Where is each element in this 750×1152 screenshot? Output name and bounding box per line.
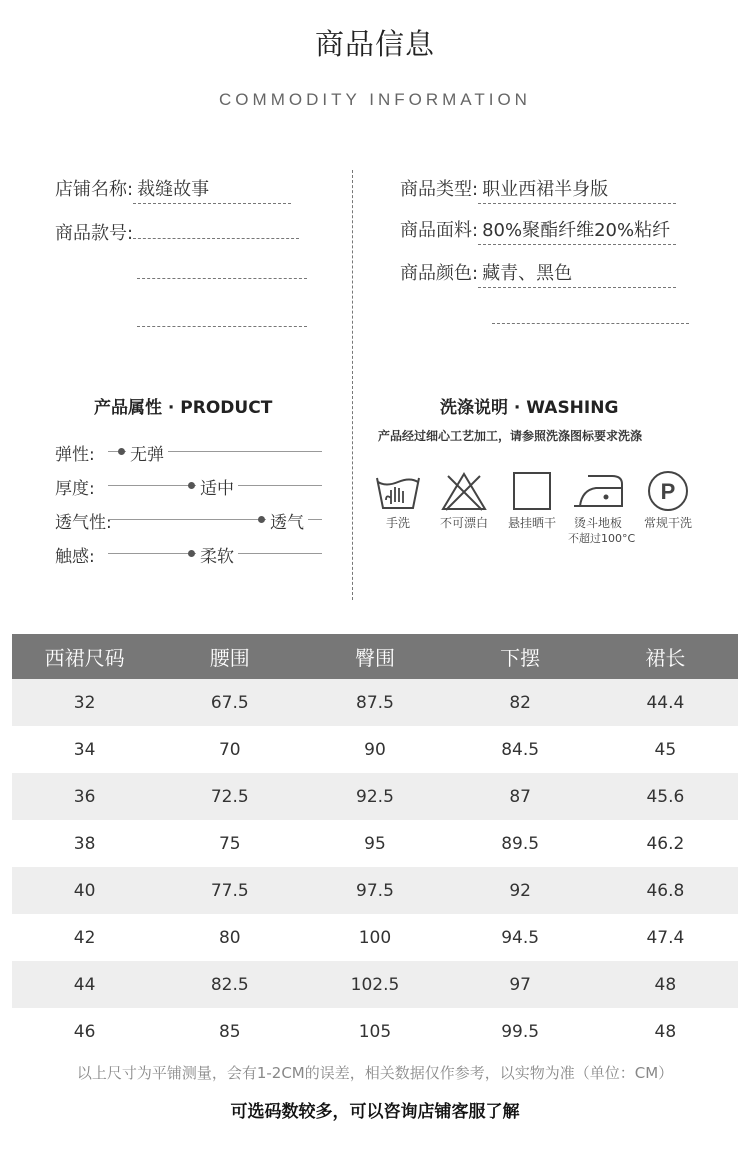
info-label: 商品款号: (55, 223, 134, 244)
hang-dry-icon (508, 470, 556, 512)
table-cell: 45 (593, 726, 738, 773)
info-value: 藏青、黑色 (478, 259, 676, 288)
table-cell: 102.5 (302, 961, 447, 1008)
table-cell: 48 (593, 961, 738, 1008)
size-table-header-cell: 腰围 (157, 634, 302, 679)
table-cell: 45.6 (593, 773, 738, 820)
table-cell: 87.5 (302, 679, 447, 726)
attribute-label: 透气性: (55, 513, 112, 533)
attribute-value: 透气 (266, 508, 308, 533)
table-cell: 84.5 (448, 726, 593, 773)
blank-line (492, 323, 689, 324)
table-cell: 80 (157, 914, 302, 961)
wash-label: 烫斗地板 (573, 516, 622, 530)
table-cell: 94.5 (448, 914, 593, 961)
info-label: 商品面料: (400, 220, 479, 241)
contact-note: 可选码数较多，可以咨询店铺客服了解 (230, 1102, 520, 1122)
page-title: 商品信息 (314, 27, 435, 61)
hand-wash-icon (374, 470, 422, 512)
table-cell: 77.5 (157, 867, 302, 914)
info-fabric (400, 216, 676, 245)
washing-note: 产品经过细心工艺加工，请参照洗涤图标要求洗涤 (378, 429, 643, 443)
info-store-name (55, 175, 291, 204)
table-cell: 40 (12, 867, 157, 914)
table-cell: 95 (302, 820, 447, 867)
table-row (12, 961, 738, 1008)
attribute-value: 适中 (196, 474, 238, 499)
wash-item-iron (568, 470, 636, 546)
table-cell: 100 (302, 914, 447, 961)
table-row (12, 867, 738, 914)
size-table-header-cell: 下摆 (448, 634, 593, 679)
attribute-level-dot (188, 482, 195, 489)
table-cell: 38 (12, 820, 157, 867)
table-cell: 92.5 (302, 773, 447, 820)
table-cell: 44.4 (593, 679, 738, 726)
info-value: 职业西裙半身版 (478, 175, 676, 204)
table-cell: 47.4 (593, 914, 738, 961)
info-label: 店铺名称: (55, 179, 134, 200)
washing-heading: 洗涤说明 · WASHING (440, 398, 619, 418)
table-cell: 67.5 (157, 679, 302, 726)
wash-item-dry-clean (638, 470, 698, 531)
size-table-header-cell: 西裙尺码 (12, 634, 157, 679)
table-cell: 89.5 (448, 820, 593, 867)
iron-icon (570, 470, 626, 512)
table-cell: 82.5 (157, 961, 302, 1008)
table-cell: 90 (302, 726, 447, 773)
table-cell: 46 (12, 1008, 157, 1055)
wash-item-no-bleach (434, 470, 494, 531)
attribute-label: 触感: (55, 547, 95, 567)
info-value (133, 216, 299, 239)
blank-line (137, 326, 307, 327)
table-cell: 36 (12, 773, 157, 820)
attribute-value: 柔软 (196, 542, 238, 567)
product-heading: 产品属性 · PRODUCT (94, 398, 273, 418)
table-cell: 34 (12, 726, 157, 773)
table-cell: 70 (157, 726, 302, 773)
size-table-header (12, 634, 738, 679)
table-cell: 85 (157, 1008, 302, 1055)
section-divider (352, 170, 353, 600)
info-label: 商品颜色: (400, 263, 479, 284)
svg-text:P: P (660, 479, 676, 504)
table-cell: 97.5 (302, 867, 447, 914)
table-cell: 46.2 (593, 820, 738, 867)
table-row (12, 726, 738, 773)
info-value: 80%聚酯纤维20%粘纤 (478, 216, 676, 245)
table-cell: 46.8 (593, 867, 738, 914)
table-cell: 44 (12, 961, 157, 1008)
info-item-number (55, 216, 299, 245)
wash-label: 常规干洗 (643, 516, 692, 530)
wash-label: 不可漂白 (439, 516, 488, 530)
size-table-header-cell: 臀围 (302, 634, 447, 679)
attribute-label: 厚度: (55, 479, 95, 499)
table-row (12, 820, 738, 867)
table-cell: 105 (302, 1008, 447, 1055)
info-label: 商品类型: (400, 179, 479, 200)
table-cell: 99.5 (448, 1008, 593, 1055)
table-cell: 97 (448, 961, 593, 1008)
wash-item-hang-dry (502, 470, 562, 531)
table-cell: 72.5 (157, 773, 302, 820)
measurement-note: 以上尺寸为平铺测量，会有1-2CM的误差，相关数据仅作参考，以实物为准（单位：CM） (76, 1064, 674, 1082)
table-cell: 48 (593, 1008, 738, 1055)
table-cell: 75 (157, 820, 302, 867)
attribute-level-dot (258, 516, 265, 523)
attribute-level-dot (118, 448, 125, 455)
table-cell: 32 (12, 679, 157, 726)
table-cell: 92 (448, 867, 593, 914)
size-table-header-cell: 裙长 (593, 634, 738, 679)
table-row (12, 1008, 738, 1055)
wash-item-hand-wash (368, 470, 428, 531)
wash-label: 悬挂晒干 (507, 516, 556, 530)
table-row (12, 914, 738, 961)
table-row (12, 773, 738, 820)
info-value: 裁缝故事 (133, 175, 291, 204)
table-cell: 42 (12, 914, 157, 961)
page-subtitle: COMMODITY INFORMATION (219, 90, 531, 109)
table-cell: 82 (448, 679, 593, 726)
no-bleach-icon (440, 470, 488, 512)
table-row (12, 679, 738, 726)
info-product-type (400, 175, 676, 204)
table-cell: 87 (448, 773, 593, 820)
wash-sublabel: 不超过100°C (568, 532, 636, 545)
attribute-value: 无弹 (126, 440, 168, 465)
wash-label: 手洗 (385, 516, 410, 530)
attribute-level-dot (188, 550, 195, 557)
info-color (400, 259, 676, 288)
size-table (12, 634, 738, 1055)
dry-clean-icon (644, 470, 692, 512)
attribute-label: 弹性: (55, 445, 95, 465)
blank-line (137, 278, 307, 279)
